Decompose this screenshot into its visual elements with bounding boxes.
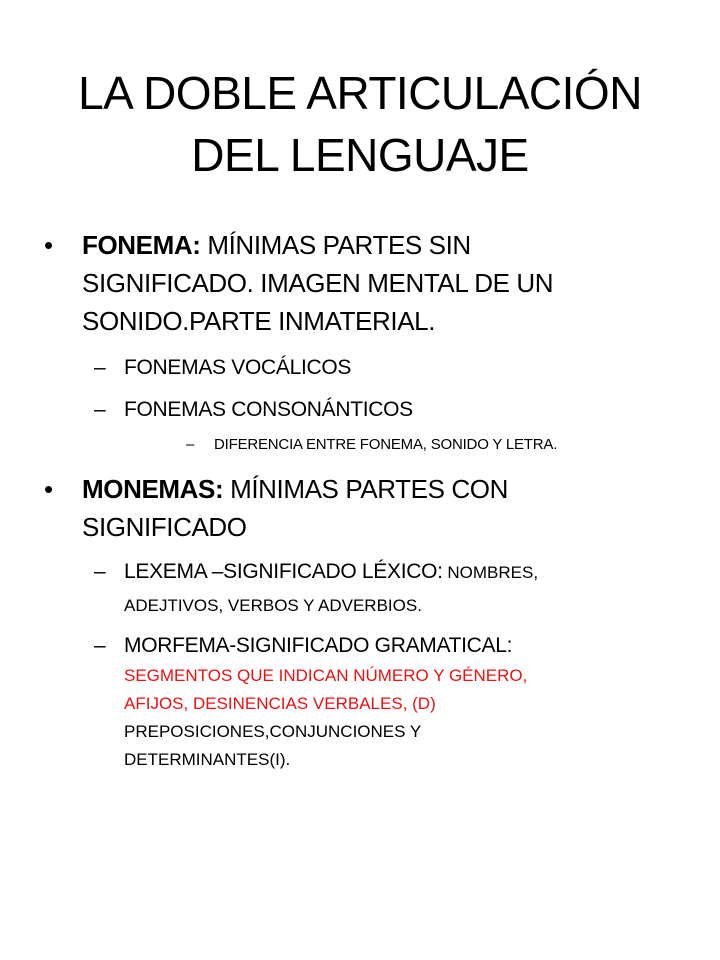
slide-title	[40, 62, 680, 186]
slide-title-line2: DEL LENGUAJE	[191, 129, 529, 181]
bullet-marker: •	[44, 230, 54, 260]
fonema-line3: SONIDO.PARTE INMATERIAL.	[82, 306, 436, 336]
lexema-examples-1: NOMBRES,	[442, 563, 539, 582]
lexema-line2: ADEJTIVOS, VERBOS Y ADVERBIOS.	[124, 596, 422, 615]
morfema-red-line1: SEGMENTOS QUE INDICAN NÚMERO Y GÉNERO,	[124, 666, 528, 685]
fonemas-vocalicos: FONEMAS VOCÁLICOS	[124, 356, 352, 379]
sub-sub-bullet-marker: –	[186, 436, 195, 453]
slide-title-line1: LA DOBLE ARTICULACIÓN	[78, 67, 642, 119]
lexema-heading: LEXEMA –SIGNIFICADO LÉXICO:	[124, 560, 443, 583]
fonemas-consonanticos: FONEMAS CONSONÁNTICOS	[124, 398, 413, 421]
diferencia-text: DIFERENCIA ENTRE FONEMA, SONIDO Y LETRA.	[214, 436, 558, 453]
sub-bullet-marker: –	[94, 560, 106, 583]
monemas-line2: SIGNIFICADO	[82, 512, 247, 542]
morfema-line4: DETERMINANTES(I).	[124, 750, 291, 769]
fonema-term: FONEMA:	[82, 230, 201, 260]
monemas-line1	[82, 470, 508, 508]
morfema-line1: MORFEMA-SIGNIFICADO GRAMATICAL:	[124, 634, 513, 657]
fonema-text-1: MÍNIMAS PARTES SIN	[200, 230, 471, 260]
bullet-marker: •	[44, 474, 54, 504]
sub-bullet-marker: –	[94, 356, 106, 379]
morfema-red-line2: AFIJOS, DESINENCIAS VERBALES, (D)	[124, 694, 436, 713]
fonema-line1	[82, 226, 471, 264]
sub-bullet-marker: –	[94, 398, 106, 421]
fonema-line2: SIGNIFICADO. IMAGEN MENTAL DE UN	[82, 268, 554, 298]
monemas-term: MONEMAS:	[82, 474, 224, 504]
lexema-line1	[124, 556, 538, 589]
sub-bullet-marker: –	[94, 634, 106, 657]
morfema-line3: PREPOSICIONES,CONJUNCIONES Y	[124, 722, 422, 741]
monemas-text-1: MÍNIMAS PARTES CON	[223, 474, 508, 504]
